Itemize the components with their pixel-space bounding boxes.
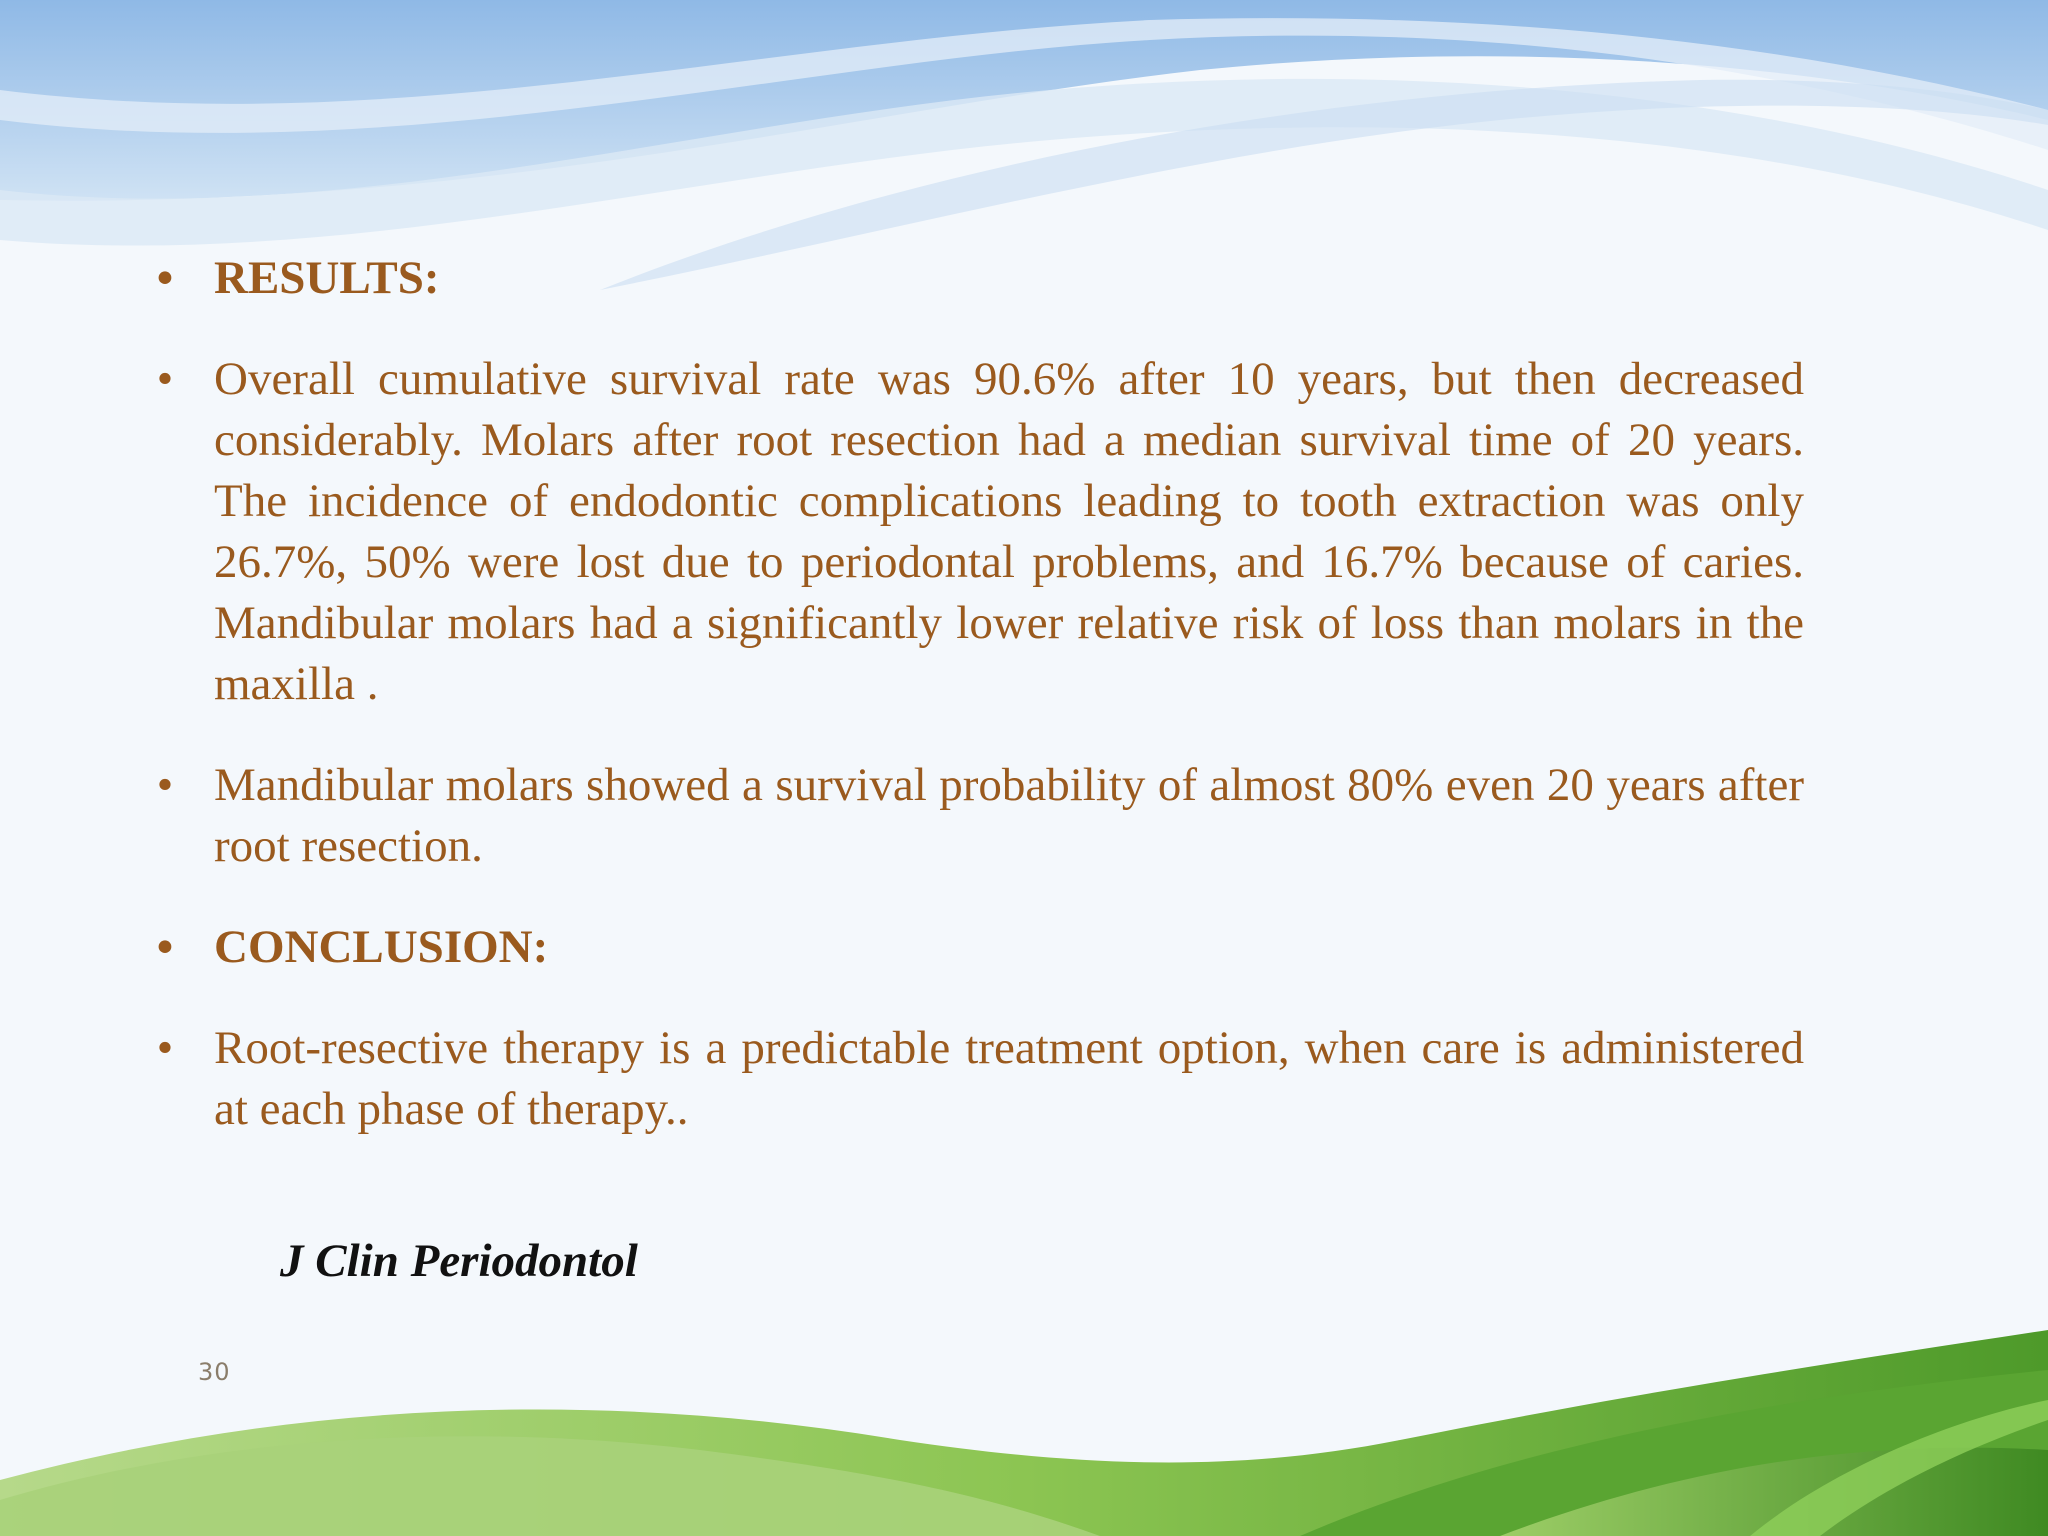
- conclusion-heading-text: CONCLUSION:: [214, 921, 549, 973]
- bullet-conclusion-heading: [150, 917, 1804, 978]
- bullet-results-summary: [150, 349, 1804, 715]
- bullet-results-heading: [150, 248, 1804, 309]
- results-heading-text: RESULTS:: [214, 252, 440, 304]
- bullet-list: [150, 248, 1804, 1180]
- mandibular-survival-text: Mandibular molars showed a survival probability of almost 80% even 20 years after root resection.: [214, 759, 1804, 872]
- conclusion-body-text: Root-resective therapy is a predictable treatment option, when care is administered at each phase of therapy..: [214, 1022, 1804, 1135]
- bullet-dot: •: [156, 1022, 174, 1074]
- bullet-mandibular-survival: [150, 755, 1804, 877]
- journal-citation: J Clin Periodontol: [280, 1235, 638, 1287]
- bullet-dot: •: [156, 353, 174, 405]
- bullet-dot: •: [156, 921, 174, 973]
- bullet-dot: •: [156, 759, 174, 811]
- results-summary-text: Overall cumulative survival rate was 90.6% after 10 years, but then decreased considerably. Molars after root resection had a median survival time of 20 years. The incidence of endodontic complications leading to tooth extraction was only 26.7%, 50% were lost due to periodontal problems, and 16.7% because of caries. Mandibular molars had a significantly lower relative risk of loss than molars in the maxilla .: [214, 353, 1804, 710]
- bullet-dot: •: [156, 252, 174, 304]
- page-number: 30: [198, 1358, 231, 1386]
- bullet-conclusion-text: [150, 1018, 1804, 1140]
